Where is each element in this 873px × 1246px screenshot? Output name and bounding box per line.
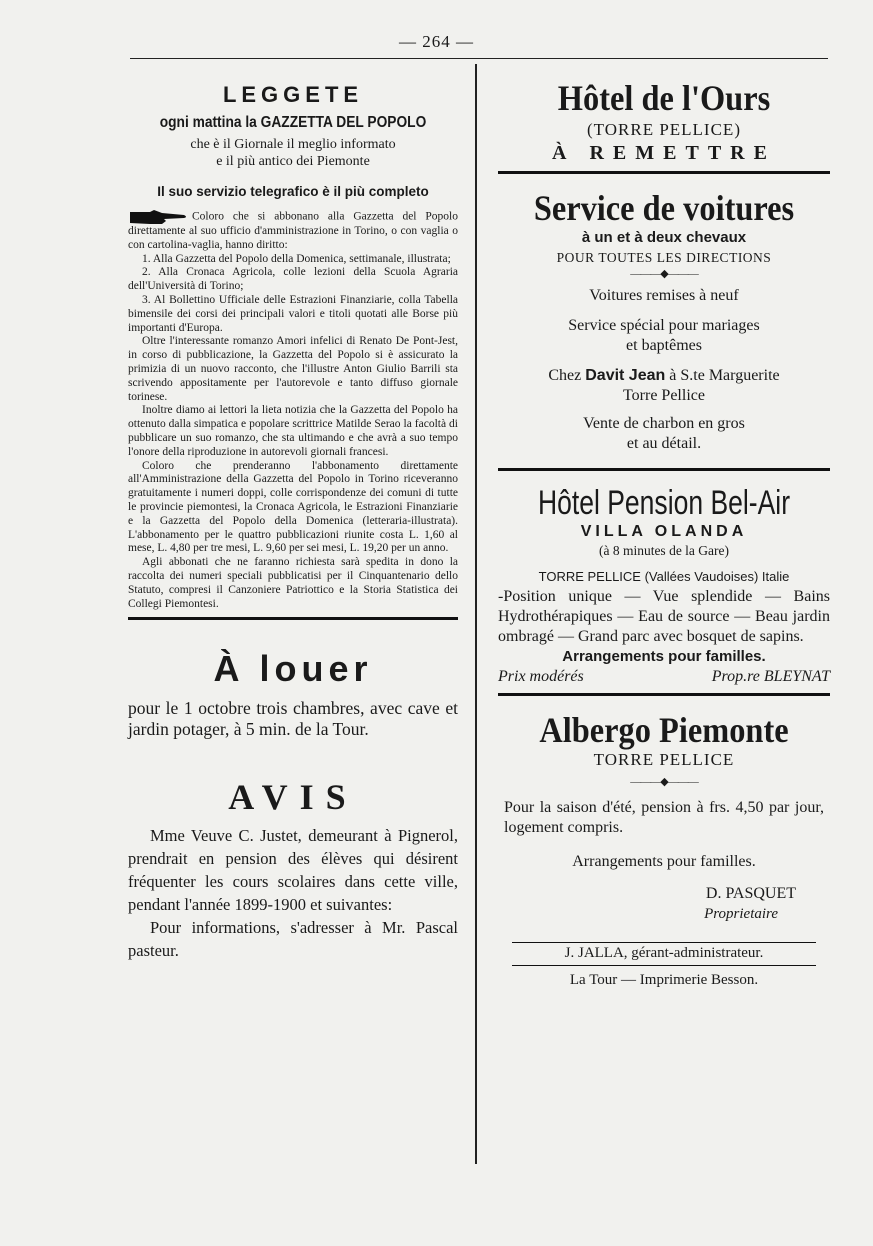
leggete-body [128,209,458,611]
albergo-place: TORRE PELLICE [593,750,735,769]
voitures-line-4a: Service spécial pour mariages [568,317,760,334]
voitures-line-2: POUR TOUTES LES DIRECTIONS [556,250,772,265]
voitures-line-4b: et baptêmes [626,337,702,354]
header-rule [130,58,828,59]
belair-place: TORRE PELLICE (Vallées Vaudoises) Italie [538,569,790,584]
belair-prix: Prix modérés [498,668,584,685]
vente-line-1: Vente de charbon en gros [583,415,745,432]
avis-title: AVIS [228,777,358,818]
voitures-chez [498,366,830,386]
belair-villa: VILLA OLANDA [580,523,748,540]
belair-description: -Position unique — Vue splendide — Bains Hydrothérapiques — Eau de source — Beau jardin ombragé — Grand parc avec bosquet de sapins. [498,588,830,645]
page-number: — 264 — [399,32,474,51]
owner-name: Davit Jean [585,367,666,384]
section-rule [498,693,830,696]
column-divider [475,64,477,1164]
belair-proprietor: Prop.re BLEYNAT [711,668,830,685]
chez-label: Chez [548,367,582,384]
belair-distance: (à 8 minutes de la Gare) [598,543,730,558]
voitures-title: Service de voitures [533,188,795,228]
avis-paragraph-1: Mme Veuve C. Justet, demeurant à Pignerol, prendrait en pension des élèves qui désirent fréquenter les cours scolaires dans cette ville, pendant l'année 1899-1900 et suivantes: [128,826,458,915]
belair-title: Hôtel Pension Bel-Air [537,484,791,522]
ornament: ———◆——— [630,268,698,280]
albergo-ad [498,710,830,990]
servizio-telegrafico: Il suo servizio telegrafico è il più completo [157,184,429,199]
ours-title: Hôtel de l'Ours [557,78,771,118]
vente-line-2: et au détail. [626,435,702,452]
address-1: à S.te Marguerite [669,367,780,384]
leggete-title: LEGGETE [222,82,364,107]
leggete-paragraph-5: Oltre l'interessante romanzo Amori infelici di Renato De Pont-Jest, in corso di pubblicazione, la Gazzetta del Popolo si è assicurato la primizia di un nuovo racconto, che l'illustre Anton Giulio Barrili sta scrivendo appositamente per l'autorevole e tanto diffuso giornale torinese. [128,335,458,403]
leggete-paragraph-7: Coloro che prenderanno l'abbonamento direttamente all'Amministrazione della Gazzetta del Popolo in Torino riceveranno gratuitamente i numeri doppi, colle corrispondenze dei comuni di tutte le provincie piemontesi, la Cronaca Agricola, le Estrazioni Finanziarie e la Gazzetta del Popolo della Domenica (letteraria-illustrata). L'abbonamento per le quattro pubblicazioni riunite costa L. 1,60 al mese, L. 4,80 per tre mesi, L. 9,60 per sei mesi, L. 19,20 per un anno. [128,459,458,555]
ours-remettre: À REMETTRE [552,142,776,164]
belair-footer [498,667,830,687]
leggete-paragraph-3: 2. Alla Cronaca Agricola, colle lezioni della Scuola Agraria dell'Università di Torino; [128,266,458,293]
section-rule [498,468,830,471]
albergo-arrangements: Arrangements pour familles. [572,853,756,870]
leggete-paragraph-1: Coloro che si abbonano alla Gazzetta del Popolo direttamente al suo ufficio d'amministrazione in Torino, o con vaglia o con cartolina-vaglia, hanno diritto: [128,210,458,251]
albergo-owner: D. PASQUET [705,885,796,902]
leggete-paragraph-6: Inoltre diamo ai lettori la lieta notizia che la Gazzetta del Popolo ha ottenuto dalla simpatica e popolare scrittrice Matilde Serao la facoltà di pubblicare un suo romanzo, che sta ultimando e che avrà a suo tempo l'onore della riproduzione in autorevoli giornali francesi. [128,404,458,458]
ornament: ———◆——— [630,776,698,788]
leggete-subtitle: ogni mattina la GAZZETTA DEL POPOLO [159,114,427,131]
imprint-printer: La Tour — Imprimerie Besson. [569,972,759,988]
ours-ad [498,78,830,174]
leggete-line-1: che è il Giornale il meglio informato [190,137,396,152]
albergo-role: Proprietaire [704,906,778,922]
belair-ad [498,483,830,696]
section-rule [498,171,830,174]
leggete-paragraph-4: 3. Al Bollettino Ufficiale delle Estrazioni Finanziarie, colla Tabella bimensile dei corsi dei principali valori e titoli quotati alle Borse più importanti d'Europa. [128,293,458,334]
voitures-line-1: à un et à deux chevaux [581,229,747,246]
leggete-paragraph-2: 1. Alla Gazzetta del Popolo della Domenica, settimanale, illustrata; [142,252,451,265]
imprint-gerant: J. JALLA, gérant-administrateur. [564,945,764,961]
belair-arrangements: Arrangements pour familles. [562,648,766,665]
imprint-rule [512,965,816,966]
leggete-ad [128,82,458,620]
voitures-ad [498,188,830,471]
ours-place: (TORRE PELLICE) [587,120,741,139]
voitures-line-3: Voitures remises à neuf [589,287,739,304]
right-column [498,64,830,990]
address-2: Torre Pellice [623,387,705,404]
leggete-line-2: e il più antico dei Piemonte [216,154,370,169]
louer-text: pour le 1 octobre trois chambres, avec cave et jardin potager, à 5 min. de la Tour. [128,698,458,740]
louer-ad [128,648,458,740]
section-rule [128,617,458,620]
albergo-title: Albergo Piemonte [539,710,789,750]
pointing-hand-icon [128,209,188,225]
avis-ad [128,776,458,962]
left-column [128,64,458,962]
albergo-text: Pour la saison d'été, pension à frs. 4,50 par jour, logement compris. [504,799,824,836]
leggete-paragraph-8: Agli abbonati che ne faranno richiesta sarà spedita in dono la raccolta dei numeri speciali pubblicatisi per il Cinquantenario dello Statuto, compresi il Canzoniere Patriottico e la Storia Statistica dei Collegi Piemontesi. [128,556,458,610]
avis-paragraph-2: Pour informations, s'adresser à Mr. Pascal pasteur. [128,918,458,961]
louer-title: À louer [213,648,373,690]
